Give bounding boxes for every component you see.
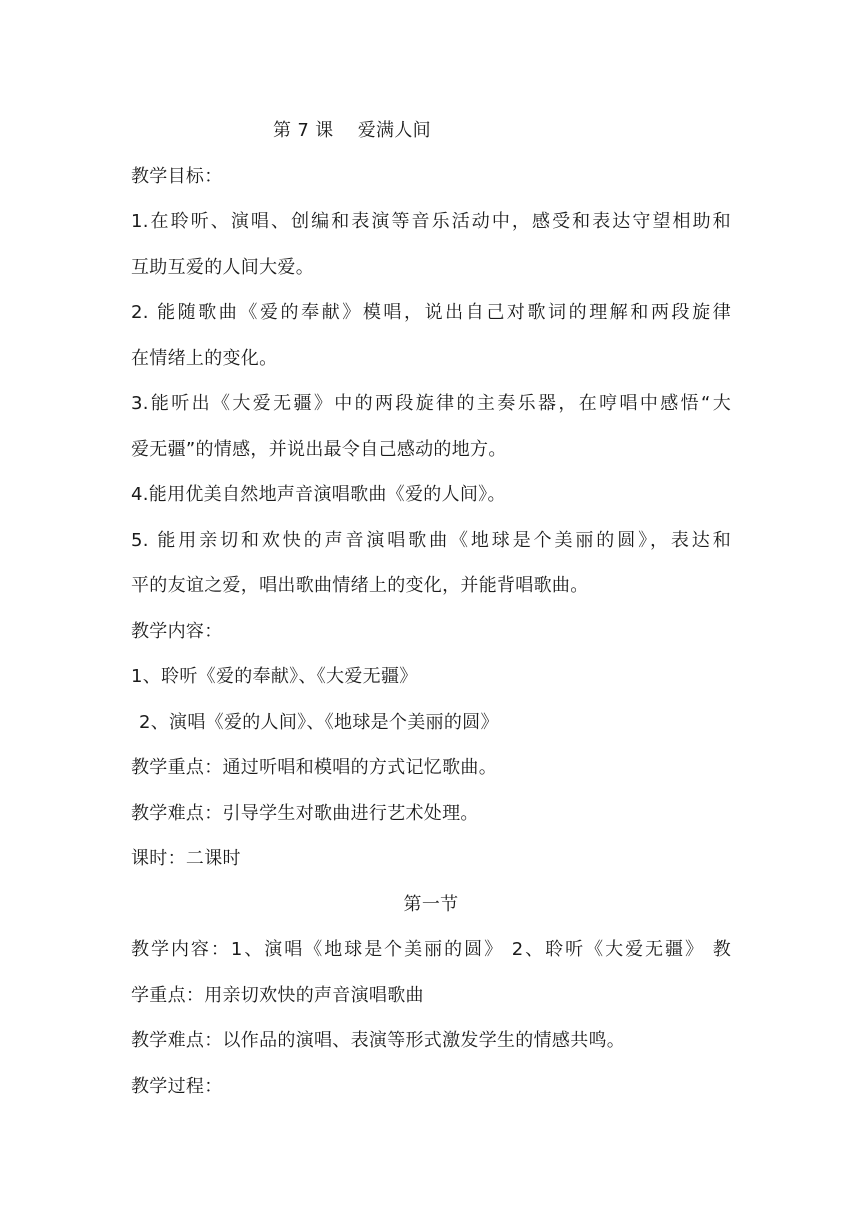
section-difficulty: 教学难点：以作品的演唱、表演等形式激发学生的情感共鸣。 xyxy=(131,1030,626,1051)
goal-3-line-1: 3.能听出《大爱无疆》中的两段旋律的主奏乐器，在哼唱中感悟“大 xyxy=(131,393,731,414)
teaching-key-point: 教学重点：通过听唱和模唱的方式记忆歌曲。 xyxy=(131,757,497,778)
document-body xyxy=(131,108,731,1109)
heading-teaching-content: 教学内容： xyxy=(131,620,223,642)
teaching-difficulty: 教学难点：引导学生对歌曲进行艺术处理。 xyxy=(131,802,479,824)
heading-teaching-goals: 教学目标： xyxy=(131,165,223,187)
goal-1-line-1: 1.在聆听、演唱、创编和表演等音乐活动中，感受和表达守望相助和 xyxy=(131,211,731,232)
goal-1-line-2: 互助互爱的人间大爱。 xyxy=(131,256,314,278)
goal-2-line-2: 在情绪上的变化。 xyxy=(131,347,278,369)
lesson-title: 第 7 课 爱满人间 xyxy=(273,120,431,141)
class-hours: 课时：二课时 xyxy=(131,848,241,869)
section-title: 第一节 xyxy=(403,893,459,915)
goal-2-line-1: 2. 能随歌曲《爱的奉献》模唱，说出自己对歌词的理解和两段旋律 xyxy=(131,302,731,323)
section-content-line-2: 学重点：用亲切欢快的声音演唱歌曲 xyxy=(131,984,424,1006)
goal-5-line-2: 平的友谊之爱，唱出歌曲情绪上的变化，并能背唱歌曲。 xyxy=(131,575,589,596)
content-item-1: 1、聆听《爱的奉献》、《大爱无疆》 xyxy=(131,666,418,687)
section-content-line-1: 教学内容：1、演唱《地球是个美丽的圆》 2、聆听《大爱无疆》 教 xyxy=(131,939,731,960)
goal-5-line-1: 5. 能用亲切和欢快的声音演唱歌曲《地球是个美丽的圆》，表达和 xyxy=(131,529,731,551)
section-process-heading: 教学过程： xyxy=(131,1075,223,1097)
goal-3-line-2: 爱无疆”的情感，并说出最令自己感动的地方。 xyxy=(131,438,507,460)
goal-4: 4.能用优美自然地声音演唱歌曲《爱的人间》。 xyxy=(131,484,506,505)
content-item-2: 2、演唱《爱的人间》、《地球是个美丽的圆》 xyxy=(139,711,499,733)
